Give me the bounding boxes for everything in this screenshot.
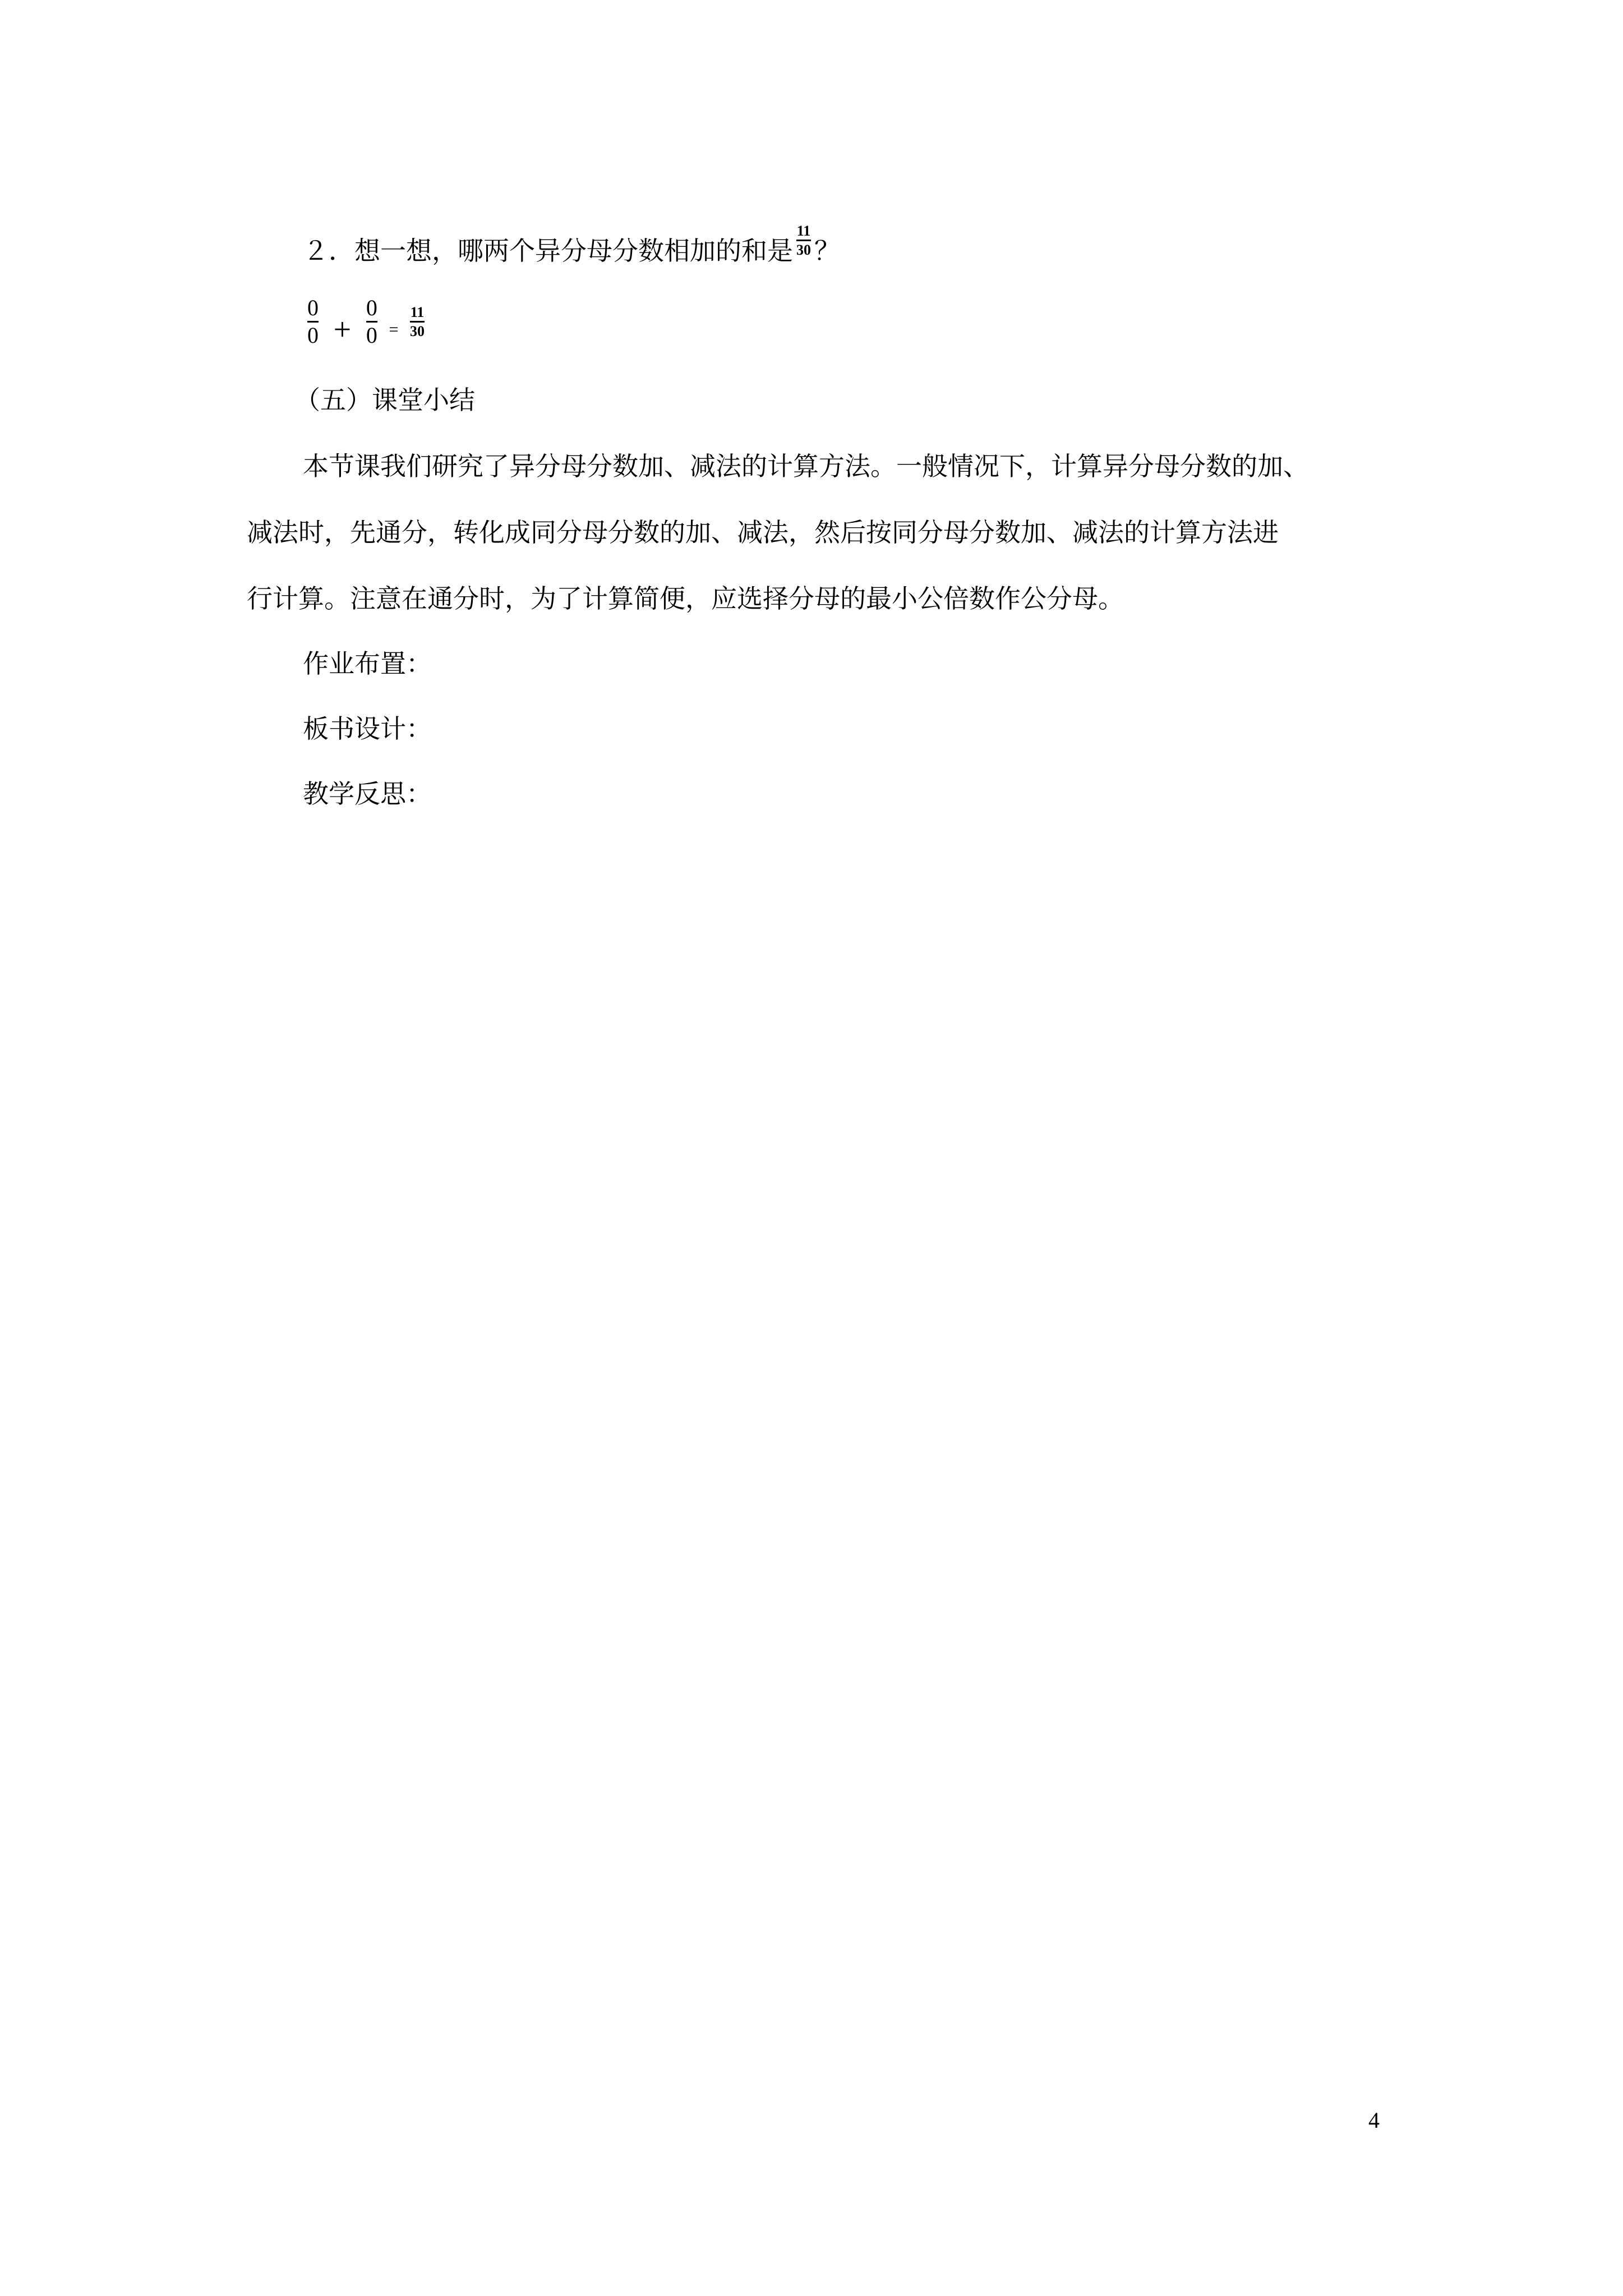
blank-fraction-left bbox=[307, 296, 319, 347]
page-number: 4 bbox=[1368, 2108, 1380, 2133]
result-fraction bbox=[410, 305, 425, 339]
question-2-text: ２．想一想，哪两个异分母分数相加的和是 bbox=[303, 235, 793, 266]
fraction-bar bbox=[410, 321, 425, 323]
question-2 bbox=[303, 223, 840, 270]
plus-sign: + bbox=[333, 312, 352, 347]
blank-numerator-right: 0 bbox=[366, 295, 377, 320]
summary-line-1: 本节课我们研究了异分母分数加、减法的计算方法。一般情况下，计算异分母分数的加、 bbox=[303, 451, 1309, 481]
blank-fraction-right bbox=[366, 296, 377, 347]
section-title: （五）课堂小结 bbox=[294, 385, 475, 415]
equation-row bbox=[307, 296, 425, 347]
question-mark: ？ bbox=[814, 235, 840, 266]
fraction-numerator: 11 bbox=[796, 223, 811, 239]
blank-denominator-right: 0 bbox=[366, 323, 377, 348]
result-numerator: 11 bbox=[410, 303, 425, 320]
fraction-11-30 bbox=[796, 223, 811, 258]
blank-denominator-left: 0 bbox=[307, 323, 319, 348]
fraction-bar bbox=[796, 240, 811, 241]
summary-line-2: 减法时，先通分，转化成同分母分数的加、减法，然后按同分母分数加、减法的计算方法进 bbox=[247, 517, 1279, 547]
result-denominator: 30 bbox=[410, 323, 425, 339]
summary-line-3: 行计算。注意在通分时，为了计算简便，应选择分母的最小公倍数作公分母。 bbox=[247, 583, 1124, 614]
blank-numerator-left: 0 bbox=[307, 295, 319, 320]
equals-sign: = bbox=[389, 320, 399, 339]
reflection-label: 教学反思： bbox=[303, 779, 432, 809]
homework-label: 作业布置： bbox=[303, 648, 432, 679]
board-design-label: 板书设计： bbox=[303, 714, 432, 744]
fraction-denominator: 30 bbox=[796, 242, 811, 259]
